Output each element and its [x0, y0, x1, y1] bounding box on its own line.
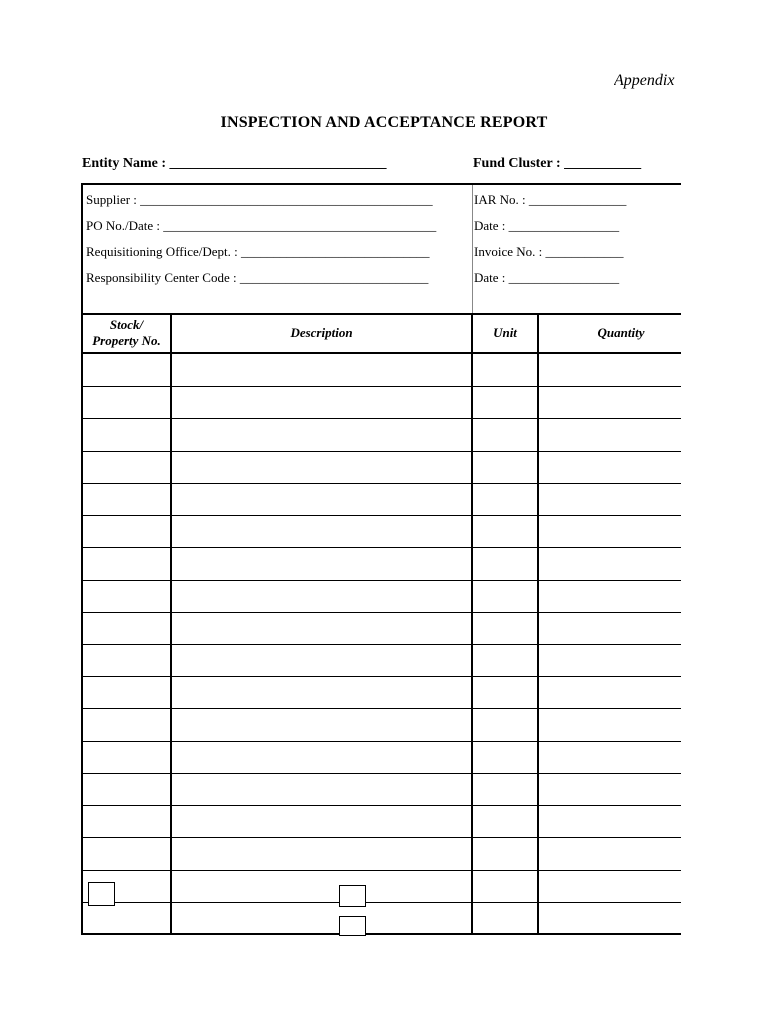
table-row — [83, 902, 681, 903]
column-divider-3 — [537, 313, 539, 935]
page-title: INSPECTION AND ACCEPTANCE REPORT — [220, 114, 548, 131]
column-divider-2 — [471, 313, 473, 935]
checkbox-left[interactable] — [88, 882, 115, 906]
fund-cluster-field: Fund Cluster : ___________ — [473, 156, 642, 171]
column-header-quantity: Quantity — [597, 325, 645, 340]
iar-no-field: IAR No. : _______________ — [474, 192, 627, 207]
table-row — [83, 773, 681, 774]
table-row — [83, 870, 681, 871]
table-row — [83, 580, 681, 581]
table-row — [83, 837, 681, 838]
column-header-stock-line2: Property No. — [92, 333, 161, 348]
table-row — [83, 418, 681, 419]
table-row — [83, 644, 681, 645]
table-row — [83, 547, 681, 548]
requisitioning-office-field: Requisitioning Office/Dept. : _____________________________ — [86, 244, 430, 259]
column-header-stock-line1: Stock/ — [109, 317, 144, 332]
table-row — [83, 708, 681, 709]
table-row — [83, 676, 681, 677]
table-row — [83, 515, 681, 516]
entity-name-field: Entity Name : _______________________________ — [82, 156, 387, 171]
column-header-description: Description — [290, 325, 353, 340]
column-header-stock — [83, 317, 170, 349]
table-row — [83, 451, 681, 452]
supplier-field: Supplier : _____________________________________________ — [86, 192, 433, 207]
responsibility-center-field: Responsibility Center Code : _____________________________ — [86, 270, 429, 285]
po-date-field: PO No./Date : __________________________________________ — [86, 218, 437, 233]
column-divider-1 — [170, 313, 172, 935]
invoice-date-field: Date : _________________ — [474, 270, 620, 285]
info-divider — [472, 185, 473, 313]
table-row — [83, 483, 681, 484]
checkbox-middle-lower[interactable] — [339, 916, 366, 936]
iar-date-field: Date : _________________ — [474, 218, 620, 233]
invoice-no-field: Invoice No. : ____________ — [474, 244, 624, 259]
table-row — [83, 805, 681, 806]
table-row — [83, 741, 681, 742]
table-row — [83, 612, 681, 613]
appendix-label: Appendix — [614, 72, 675, 89]
column-header-unit: Unit — [493, 325, 517, 340]
table-row — [83, 386, 681, 387]
checkbox-middle-upper[interactable] — [339, 885, 366, 907]
